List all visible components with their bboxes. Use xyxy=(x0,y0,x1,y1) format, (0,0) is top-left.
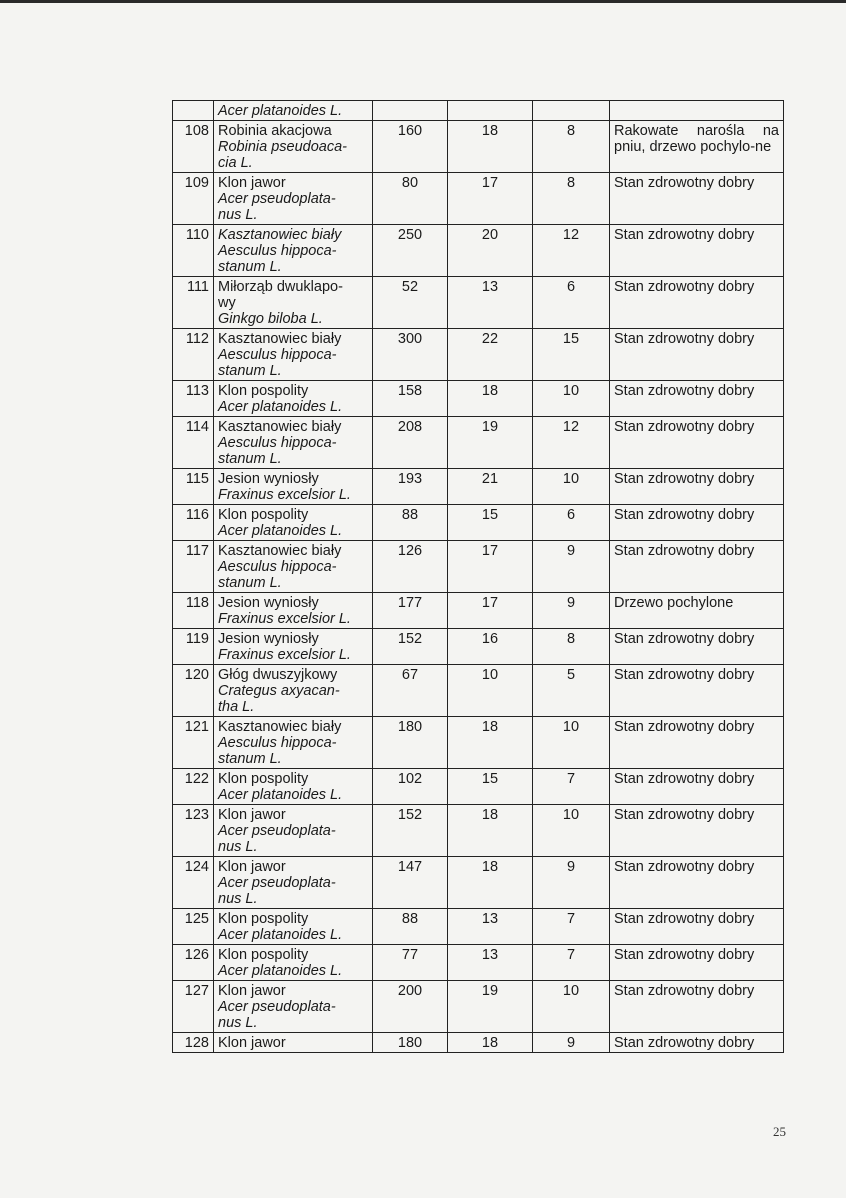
height-cell: 18 xyxy=(448,381,533,417)
species-cell xyxy=(214,665,373,717)
polish-name-line: Jesion wyniosły xyxy=(218,631,319,647)
latin-name-line: nus L. xyxy=(218,207,258,223)
remarks-cell: Stan zdrowotny dobry xyxy=(610,945,784,981)
latin-name-line: Acer platanoides L. xyxy=(218,103,343,119)
latin-name-line: Acer pseudoplata- xyxy=(218,823,336,839)
latin-name-line: Aesculus hippoca- xyxy=(218,735,337,751)
species-cell xyxy=(214,417,373,469)
tree-number-cell: 108 xyxy=(173,121,214,173)
polish-name-line: Kasztanowiec biały xyxy=(218,543,342,559)
crown-diameter-cell: 7 xyxy=(533,769,610,805)
table-row xyxy=(173,173,784,225)
remarks-cell: Stan zdrowotny dobry xyxy=(610,225,784,277)
species-cell xyxy=(214,101,373,121)
crown-diameter-cell: 10 xyxy=(533,381,610,417)
remarks-cell: Stan zdrowotny dobry xyxy=(610,981,784,1033)
latin-name-line: stanum L. xyxy=(218,451,282,467)
latin-name-line: Aesculus hippoca- xyxy=(218,435,337,451)
crown-diameter-cell: 9 xyxy=(533,541,610,593)
species-cell xyxy=(214,541,373,593)
table-row xyxy=(173,857,784,909)
height-cell: 13 xyxy=(448,909,533,945)
polish-name-line: Klon jawor xyxy=(218,859,286,875)
latin-name-line: Fraxinus excelsior L. xyxy=(218,611,351,627)
tree-number-cell: 121 xyxy=(173,717,214,769)
circumference-cell: 88 xyxy=(373,505,448,541)
latin-name-line: Robinia pseudoaca- xyxy=(218,139,347,155)
remarks-cell: Stan zdrowotny dobry xyxy=(610,469,784,505)
crown-diameter-cell: 7 xyxy=(533,909,610,945)
species-cell xyxy=(214,121,373,173)
crown-diameter-cell: 8 xyxy=(533,121,610,173)
height-cell: 17 xyxy=(448,541,533,593)
species-cell xyxy=(214,469,373,505)
table-row xyxy=(173,505,784,541)
remarks-cell: Stan zdrowotny dobry xyxy=(610,769,784,805)
tree-number-cell: 109 xyxy=(173,173,214,225)
height-cell: 21 xyxy=(448,469,533,505)
remarks-cell: Stan zdrowotny dobry xyxy=(610,717,784,769)
polish-name-line: Jesion wyniosły xyxy=(218,471,319,487)
latin-name-line: Fraxinus excelsior L. xyxy=(218,647,351,663)
species-cell xyxy=(214,769,373,805)
crown-diameter-cell: 8 xyxy=(533,629,610,665)
latin-name-line: Acer platanoides L. xyxy=(218,523,343,539)
circumference-cell: 88 xyxy=(373,909,448,945)
height-cell: 15 xyxy=(448,505,533,541)
tree-number-cell: 125 xyxy=(173,909,214,945)
species-cell xyxy=(214,593,373,629)
table-row xyxy=(173,1033,784,1053)
latin-name-line: Aesculus hippoca- xyxy=(218,243,337,259)
latin-name-line: cia L. xyxy=(218,155,253,171)
table-row xyxy=(173,381,784,417)
polish-name-line: Klon pospolity xyxy=(218,911,309,927)
page-top-edge xyxy=(0,0,846,3)
latin-name-line: Crategus axyacan- xyxy=(218,683,340,699)
table-row xyxy=(173,665,784,717)
polish-name-line: Robinia akacjowa xyxy=(218,123,332,139)
height-cell: 22 xyxy=(448,329,533,381)
table-row xyxy=(173,945,784,981)
polish-name-line: Jesion wyniosły xyxy=(218,595,319,611)
tree-number-cell: 120 xyxy=(173,665,214,717)
latin-name-line: Fraxinus excelsior L. xyxy=(218,487,351,503)
height-cell: 16 xyxy=(448,629,533,665)
crown-diameter-cell: 12 xyxy=(533,225,610,277)
circumference-cell xyxy=(373,101,448,121)
polish-name-line: Klon pospolity xyxy=(218,507,309,523)
latin-name-line: Aesculus hippoca- xyxy=(218,559,337,575)
table-row xyxy=(173,593,784,629)
height-cell: 15 xyxy=(448,769,533,805)
table-row xyxy=(173,469,784,505)
remarks-cell: Rakowate narośla na pniu, drzewo pochylo-ne xyxy=(610,121,784,173)
species-cell xyxy=(214,857,373,909)
remarks-cell: Stan zdrowotny dobry xyxy=(610,277,784,329)
table-row xyxy=(173,717,784,769)
circumference-cell: 102 xyxy=(373,769,448,805)
species-cell xyxy=(214,717,373,769)
height-cell: 19 xyxy=(448,417,533,469)
latin-name-line: Acer pseudoplata- xyxy=(218,875,336,891)
species-cell xyxy=(214,981,373,1033)
remarks-cell: Drzewo pochylone xyxy=(610,593,784,629)
latin-name-line: Acer platanoides L. xyxy=(218,963,343,979)
crown-diameter-cell: 8 xyxy=(533,173,610,225)
tree-number-cell: 124 xyxy=(173,857,214,909)
species-cell xyxy=(214,945,373,981)
latin-name-line: nus L. xyxy=(218,839,258,855)
latin-name-line: stanum L. xyxy=(218,259,282,275)
circumference-cell: 177 xyxy=(373,593,448,629)
height-cell: 19 xyxy=(448,981,533,1033)
tree-number-cell: 110 xyxy=(173,225,214,277)
circumference-cell: 80 xyxy=(373,173,448,225)
crown-diameter-cell: 9 xyxy=(533,857,610,909)
polish-name-line: Kasztanowiec biały xyxy=(218,719,342,735)
height-cell: 17 xyxy=(448,173,533,225)
species-cell xyxy=(214,277,373,329)
polish-name-line: Klon jawor xyxy=(218,1035,286,1051)
table-row xyxy=(173,121,784,173)
species-cell xyxy=(214,629,373,665)
circumference-cell: 250 xyxy=(373,225,448,277)
polish-name-line: Klon jawor xyxy=(218,983,286,999)
table-row xyxy=(173,277,784,329)
latin-name-line: Acer pseudoplata- xyxy=(218,191,336,207)
remarks-cell: Stan zdrowotny dobry xyxy=(610,417,784,469)
circumference-cell: 152 xyxy=(373,805,448,857)
species-cell xyxy=(214,1033,373,1053)
crown-diameter-cell: 10 xyxy=(533,469,610,505)
table-row xyxy=(173,541,784,593)
height-cell: 17 xyxy=(448,593,533,629)
polish-name-line: wy xyxy=(218,295,236,311)
crown-diameter-cell: 15 xyxy=(533,329,610,381)
crown-diameter-cell: 5 xyxy=(533,665,610,717)
latin-name-line: tha L. xyxy=(218,699,255,715)
circumference-cell: 180 xyxy=(373,717,448,769)
tree-number-cell: 119 xyxy=(173,629,214,665)
circumference-cell: 77 xyxy=(373,945,448,981)
remarks-cell: Stan zdrowotny dobry xyxy=(610,1033,784,1053)
circumference-cell: 193 xyxy=(373,469,448,505)
table-row xyxy=(173,101,784,121)
remarks-cell: Stan zdrowotny dobry xyxy=(610,381,784,417)
circumference-cell: 158 xyxy=(373,381,448,417)
circumference-cell: 52 xyxy=(373,277,448,329)
tree-inventory-table xyxy=(172,100,784,1053)
crown-diameter-cell: 9 xyxy=(533,593,610,629)
crown-diameter-cell: 10 xyxy=(533,717,610,769)
height-cell: 18 xyxy=(448,805,533,857)
height-cell: 18 xyxy=(448,1033,533,1053)
species-cell xyxy=(214,909,373,945)
tree-number-cell: 117 xyxy=(173,541,214,593)
crown-diameter-cell: 6 xyxy=(533,505,610,541)
latin-name-line: stanum L. xyxy=(218,751,282,767)
table-row xyxy=(173,805,784,857)
table-row xyxy=(173,629,784,665)
tree-number-cell: 123 xyxy=(173,805,214,857)
circumference-cell: 160 xyxy=(373,121,448,173)
tree-number-cell: 113 xyxy=(173,381,214,417)
remarks-cell: Stan zdrowotny dobry xyxy=(610,857,784,909)
table-row xyxy=(173,225,784,277)
tree-number-cell: 114 xyxy=(173,417,214,469)
circumference-cell: 180 xyxy=(373,1033,448,1053)
latin-name-line: Acer platanoides L. xyxy=(218,399,343,415)
latin-name-line: nus L. xyxy=(218,891,258,907)
tree-number-cell: 118 xyxy=(173,593,214,629)
remarks-cell: Stan zdrowotny dobry xyxy=(610,541,784,593)
remarks-cell: Stan zdrowotny dobry xyxy=(610,805,784,857)
crown-diameter-cell: 9 xyxy=(533,1033,610,1053)
crown-diameter-cell: 10 xyxy=(533,981,610,1033)
height-cell: 18 xyxy=(448,121,533,173)
crown-diameter-cell: 10 xyxy=(533,805,610,857)
latin-name-line: Acer platanoides L. xyxy=(218,927,343,943)
polish-name-line: Miłorząb dwuklapo- xyxy=(218,279,343,295)
height-cell: 13 xyxy=(448,277,533,329)
species-cell xyxy=(214,505,373,541)
crown-diameter-cell: 6 xyxy=(533,277,610,329)
height-cell xyxy=(448,101,533,121)
species-cell xyxy=(214,329,373,381)
latin-name-line: Kasztanowiec biały xyxy=(218,227,342,243)
tree-number-cell: 111 xyxy=(173,277,214,329)
circumference-cell: 200 xyxy=(373,981,448,1033)
table-row xyxy=(173,981,784,1033)
polish-name-line: Kasztanowiec biały xyxy=(218,419,342,435)
polish-name-line: Klon pospolity xyxy=(218,947,309,963)
remarks-cell: Stan zdrowotny dobry xyxy=(610,909,784,945)
crown-diameter-cell: 7 xyxy=(533,945,610,981)
circumference-cell: 126 xyxy=(373,541,448,593)
polish-name-line: Głóg dwuszyjkowy xyxy=(218,667,338,683)
crown-diameter-cell xyxy=(533,101,610,121)
species-cell xyxy=(214,173,373,225)
tree-number-cell: 126 xyxy=(173,945,214,981)
table-row xyxy=(173,769,784,805)
tree-number-cell: 122 xyxy=(173,769,214,805)
tree-number-cell: 116 xyxy=(173,505,214,541)
latin-name-line: Acer pseudoplata- xyxy=(218,999,336,1015)
latin-name-line: Ginkgo biloba L. xyxy=(218,311,323,327)
remarks-cell: Stan zdrowotny dobry xyxy=(610,329,784,381)
species-cell xyxy=(214,381,373,417)
table-row xyxy=(173,329,784,381)
table-row xyxy=(173,417,784,469)
height-cell: 10 xyxy=(448,665,533,717)
tree-number-cell: 127 xyxy=(173,981,214,1033)
tree-number-cell: 112 xyxy=(173,329,214,381)
latin-name-line: stanum L. xyxy=(218,363,282,379)
circumference-cell: 208 xyxy=(373,417,448,469)
height-cell: 20 xyxy=(448,225,533,277)
crown-diameter-cell: 12 xyxy=(533,417,610,469)
latin-name-line: Aesculus hippoca- xyxy=(218,347,337,363)
height-cell: 18 xyxy=(448,717,533,769)
species-cell xyxy=(214,225,373,277)
remarks-cell xyxy=(610,101,784,121)
circumference-cell: 152 xyxy=(373,629,448,665)
latin-name-line: nus L. xyxy=(218,1015,258,1031)
tree-number-cell: 115 xyxy=(173,469,214,505)
tree-number-cell: 128 xyxy=(173,1033,214,1053)
tree-inventory-body xyxy=(173,101,784,1053)
height-cell: 13 xyxy=(448,945,533,981)
circumference-cell: 300 xyxy=(373,329,448,381)
page-number: 25 xyxy=(773,1124,786,1139)
polish-name-line: Klon pospolity xyxy=(218,771,309,787)
remarks-cell: Stan zdrowotny dobry xyxy=(610,173,784,225)
polish-name-line: Klon jawor xyxy=(218,807,286,823)
table-row xyxy=(173,909,784,945)
height-cell: 18 xyxy=(448,857,533,909)
circumference-cell: 67 xyxy=(373,665,448,717)
species-cell xyxy=(214,805,373,857)
polish-name-line: Klon pospolity xyxy=(218,383,309,399)
remarks-cell: Stan zdrowotny dobry xyxy=(610,505,784,541)
tree-number-cell xyxy=(173,101,214,121)
latin-name-line: Acer platanoides L. xyxy=(218,787,343,803)
polish-name-line: Klon jawor xyxy=(218,175,286,191)
circumference-cell: 147 xyxy=(373,857,448,909)
polish-name-line: Kasztanowiec biały xyxy=(218,331,342,347)
latin-name-line: stanum L. xyxy=(218,575,282,591)
remarks-cell: Stan zdrowotny dobry xyxy=(610,629,784,665)
remarks-cell: Stan zdrowotny dobry xyxy=(610,665,784,717)
